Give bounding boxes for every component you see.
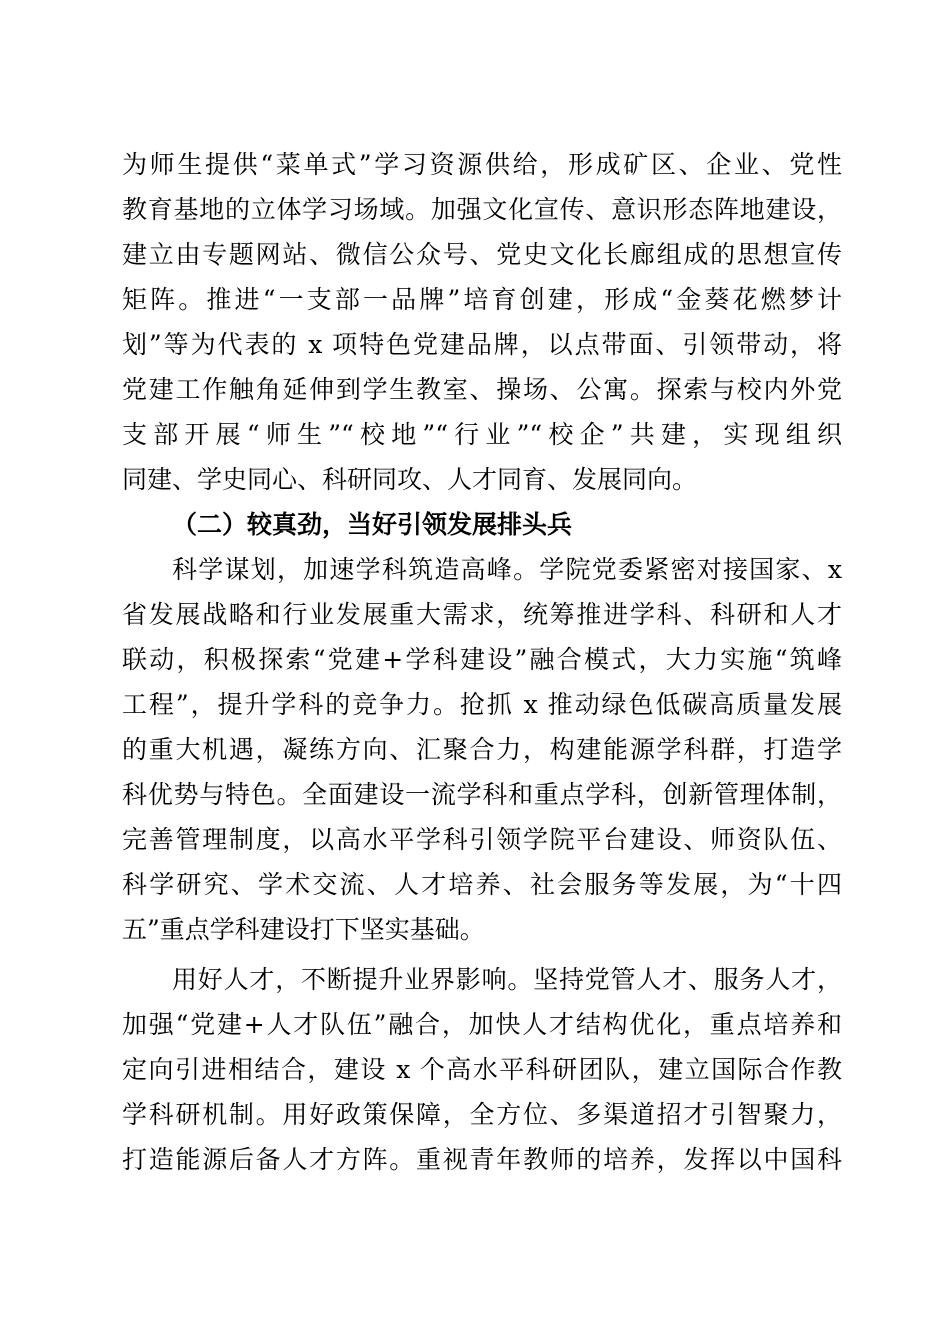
- paragraph-1-line-8: 同建、学史同心、科研同攻、人才同育、发展同向。: [122, 465, 698, 494]
- paragraph-3-line-2: 加强“党建+人才队伍”融合，加快人才结构优化，重点培养和: [122, 1010, 842, 1039]
- paragraph-2-line-1: 科学谋划，加速学科筑造高峰。学院党委紧密对接国家、x: [172, 555, 842, 584]
- section-heading: （二）较真劲，当好引领发展排头兵: [172, 510, 573, 539]
- paragraph-2-line-8: 科学研究、学术交流、人才培养、社会服务等发展，为“十四: [122, 870, 842, 899]
- paragraph-3-line-1: 用好人才，不断提升业界影响。坚持党管人才、服务人才，: [172, 965, 842, 994]
- paragraph-1-line-7: 支部开展“师生”“校地”“行业”“校企”共建，实现组织: [122, 420, 842, 449]
- paragraph-3-line-5: 打造能源后备人才方阵。重视青年教师的培养，发挥以中国科: [122, 1145, 842, 1174]
- paragraph-3-line-3: 定向引进相结合，建设 x 个高水平科研团队，建立国际合作教: [122, 1055, 842, 1084]
- paragraph-1-line-3: 建立由专题网站、微信公众号、党史文化长廊组成的思想宣传: [122, 240, 842, 269]
- paragraph-2-line-5: 的重大机遇，凝练方向、汇聚合力，构建能源学科群，打造学: [122, 735, 842, 764]
- paragraph-2-line-6: 科优势与特色。全面建设一流学科和重点学科，创新管理体制，: [122, 780, 842, 809]
- paragraph-1-line-5: 划”等为代表的 x 项特色党建品牌，以点带面、引领带动，将: [122, 330, 842, 359]
- paragraph-2-line-7: 完善管理制度，以高水平学科引领学院平台建设、师资队伍、: [122, 825, 842, 854]
- paragraph-2-line-4: 工程”，提升学科的竞争力。抢抓 x 推动绿色低碳高质量发展: [122, 690, 842, 719]
- paragraph-1-line-4: 矩阵。推进“一支部一品牌”培育创建，形成“金葵花燃梦计: [122, 285, 842, 314]
- paragraph-1-line-6: 党建工作触角延伸到学生教室、操场、公寓。探索与校内外党: [122, 375, 842, 404]
- paragraph-2-line-9: 五”重点学科建设打下坚实基础。: [122, 915, 485, 944]
- paragraph-3-line-4: 学科研机制。用好政策保障，全方位、多渠道招才引智聚力，: [122, 1100, 842, 1129]
- paragraph-1-line-1: 为师生提供“菜单式”学习资源供给，形成矿区、企业、党性: [122, 150, 842, 179]
- paragraph-1-line-2: 教育基地的立体学习场域。加强文化宣传、意识形态阵地建设，: [122, 195, 842, 224]
- paragraph-2-line-2: 省发展战略和行业发展重大需求，统筹推进学科、科研和人才: [122, 600, 842, 629]
- paragraph-2-line-3: 联动，积极探索“党建+学科建设”融合模式，大力实施“筑峰: [122, 645, 842, 674]
